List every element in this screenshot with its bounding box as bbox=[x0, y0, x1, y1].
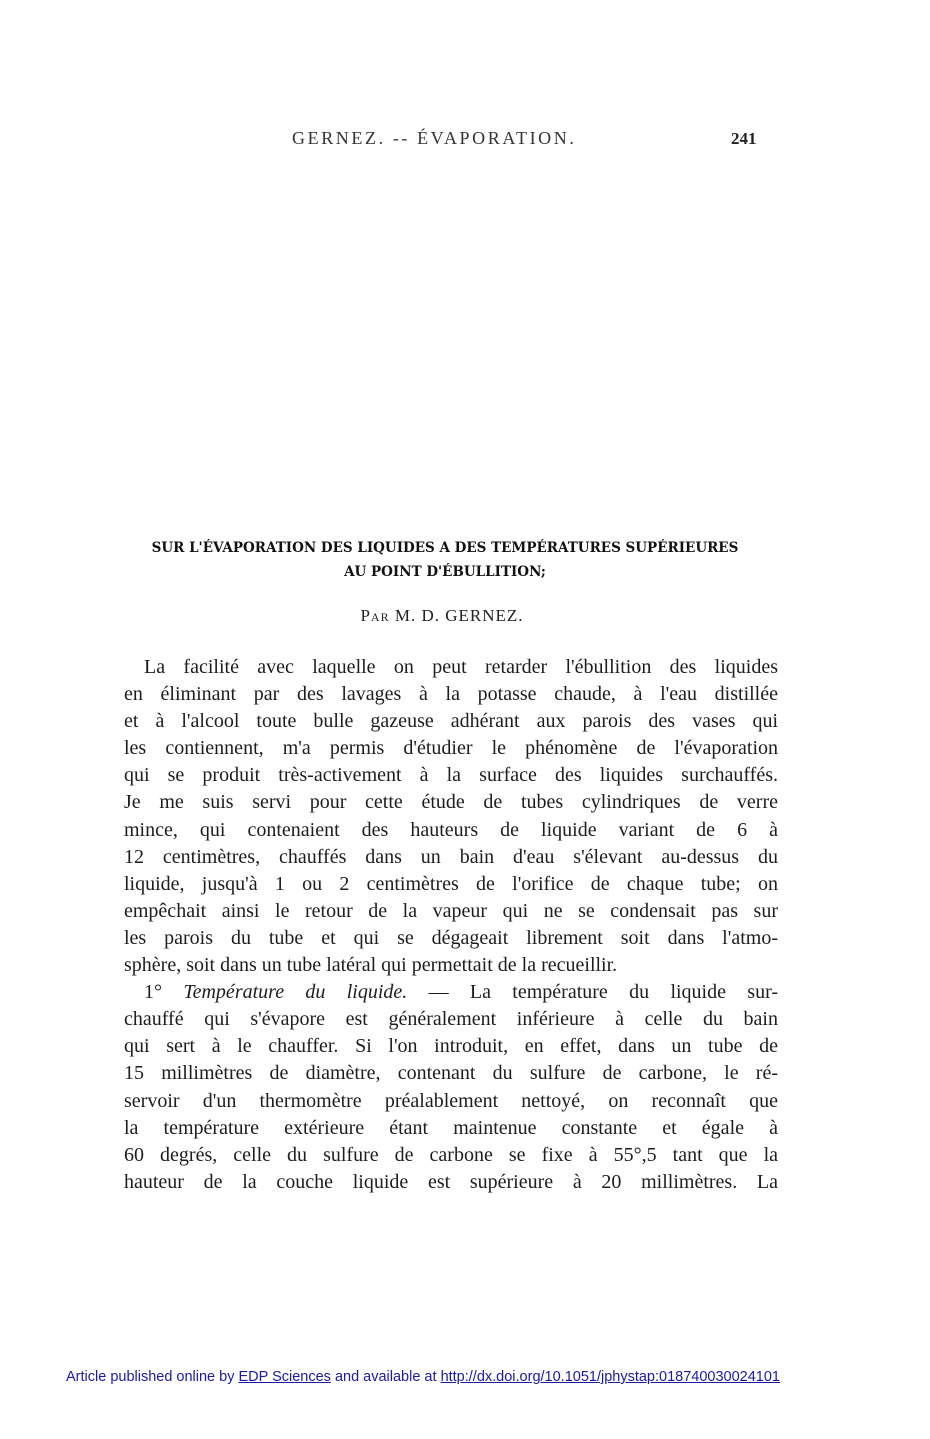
body-line: liquide, jusqu'à 1 ou 2 centimètres de l'orifice de chaque tube; on bbox=[124, 872, 778, 895]
body-line: servoir d'un thermomètre préalablement nettoyé, on reconnaît que bbox=[124, 1089, 778, 1112]
author-byline bbox=[0, 606, 884, 626]
running-title: GERNEZ. -- ÉVAPORATION. bbox=[292, 128, 577, 148]
body-line: sphère, soit dans un tube latéral qui permettait de la recueillir. bbox=[124, 954, 618, 977]
running-head bbox=[0, 128, 930, 152]
body-line: 15 millimètres de diamètre, contenant du sulfure de carbone, le ré- bbox=[124, 1062, 778, 1085]
section-heading: Température du liquide. bbox=[183, 981, 408, 1004]
body-line: empêchait ainsi le retour de la vapeur qui ne se condensait pas sur bbox=[124, 899, 778, 922]
publication-footer bbox=[66, 1369, 866, 1385]
page-number: 241 bbox=[731, 129, 757, 148]
publisher-link[interactable]: EDP Sciences bbox=[238, 1369, 331, 1385]
body-line: qui sert à le chauffer. Si l'on introduit, en effet, dans un tube de bbox=[124, 1035, 778, 1058]
body-line: La facilité avec laquelle on peut retarder l'ébullition des liquides bbox=[144, 656, 778, 678]
body-text bbox=[124, 654, 778, 1196]
body-line: qui se produit très-activement à la surface des liquides surchauffés. bbox=[124, 764, 778, 787]
article-title-line-2: AU POINT D'ÉBULLITION; bbox=[344, 564, 546, 580]
footer-middle: and available at bbox=[330, 1369, 441, 1385]
body-line: chauffé qui s'évapore est généralement inférieure à celle du bain bbox=[124, 1008, 778, 1031]
footer-prefix: Article published online by bbox=[66, 1369, 239, 1385]
body-line: en éliminant par des lavages à la potasse chaude, à l'eau distillée bbox=[124, 683, 778, 706]
section-heading-line bbox=[124, 979, 778, 1006]
section-first-line-rest: — La température du liquide sur- bbox=[407, 981, 779, 1004]
body-line: et à l'alcool toute bulle gazeuse adhérant aux parois des vases qui bbox=[124, 710, 778, 733]
author-prefix: Par bbox=[360, 606, 390, 625]
doi-link[interactable]: http://dx.doi.org/10.1051/jphystap:018740030024101 bbox=[440, 1369, 780, 1385]
article-title-line-1: SUR L'ÉVAPORATION DES LIQUIDES A DES TEMPÉRATURES SUPÉRIEURES bbox=[151, 540, 739, 556]
body-line: les parois du tube et qui se dégageait librement soit dans l'atmo- bbox=[124, 926, 778, 949]
body-line: Je me suis servi pour cette étude de tubes cylindriques de verre bbox=[124, 791, 778, 814]
article-title bbox=[100, 536, 790, 584]
author-name: M. D. GERNEZ. bbox=[394, 606, 524, 625]
body-line: hauteur de la couche liquide est supérieure à 20 millimètres. La bbox=[124, 1170, 778, 1193]
section-number: 1° bbox=[144, 981, 162, 1004]
body-line: mince, qui contenaient des hauteurs de liquide variant de 6 à bbox=[124, 818, 778, 841]
body-line: la température extérieure étant maintenue constante et égale à bbox=[124, 1116, 778, 1139]
body-line: 60 degrés, celle du sulfure de carbone se fixe à 55°,5 tant que la bbox=[124, 1143, 778, 1166]
body-line: 12 centimètres, chauffés dans un bain d'eau s'élevant au-dessus du bbox=[124, 845, 778, 868]
body-line: les contiennent, m'a permis d'étudier le phénomène de l'évaporation bbox=[124, 737, 778, 760]
